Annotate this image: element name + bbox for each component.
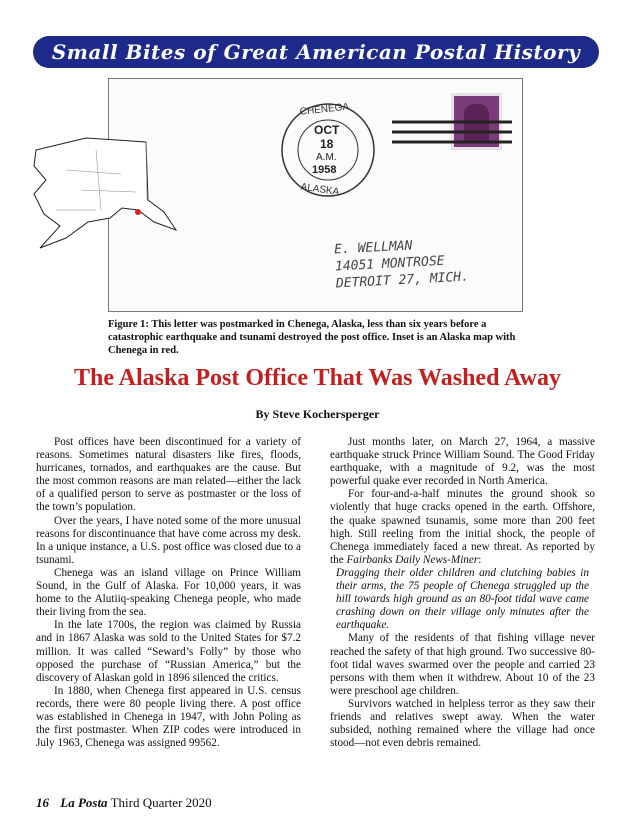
article-byline: By Steve Kochersperger xyxy=(255,407,380,421)
postmark-bottom: ALASKA xyxy=(299,181,340,198)
postmark-month: OCT xyxy=(314,123,340,137)
figure-caption: Figure 1: This letter was postmarked in Chenega, Alaska, less than six years before a catastrophic earthquake and tsunami destroyed the post office. Inset is an Alaska map with Chenega in red. xyxy=(108,319,516,356)
paragraph: Chenega was an island village on Prince William Sound, in the Gulf of Alaska. For 10,000 years, it was home to the Alutiiq-speaking Chenega people, who made their living from the sea. xyxy=(36,566,301,619)
block-quote: Dragging their older children and clutching babies in their arms, the 75 people of Chenega struggled up the hill towards high ground as an 80-foot tidal wave came crashing down on their village only minutes after the earthquake. xyxy=(336,566,589,632)
series-title: Small Bites of Great American Postal History xyxy=(51,40,581,64)
paragraph: In the late 1700s, the region was claimed by Russia and in 1867 Alaska was sold to the United States for $7.2 million. It was called “Seward’s Folly” by those who opposed the purchase of “Russian America,” but the discovery of Alaskan gold in 1896 silenced the critics. xyxy=(36,619,301,684)
paragraph: Survivors watched in helpless terror as they saw their friends and relatives swept away. When the water subsided, nothing remained where the village had once stood—not even debris remained. xyxy=(330,697,595,750)
postmark-top: CHENEGA xyxy=(299,101,350,118)
magazine-name: La Posta xyxy=(60,795,108,810)
postmark-day: 18 xyxy=(320,137,334,151)
paragraph: Just months later, on March 27, 1964, a massive earthquake struck Prince William Sound. The Good Friday earthquake, with a magnitude of 9.2, was the most powerful quake ever recorded in North America. xyxy=(330,436,595,488)
address-line: E. WELLMAN xyxy=(333,238,413,258)
series-banner xyxy=(33,36,599,68)
envelope-address xyxy=(334,235,470,293)
column-left xyxy=(36,436,301,750)
paragraph-text: For four-and-a-half minutes the ground shook so violently that huge cracks opened in the earth. Offshore, the quake spawned tsunamis, some more than 200 feet high. Still reeling from the initial shock, the people of Chenega immediately faced a new threat. As reported by the xyxy=(330,488,595,566)
postmark-year: 1958 xyxy=(312,164,337,176)
alaska-map-inset xyxy=(26,130,186,250)
chenega-postmark xyxy=(270,98,390,208)
paragraph: Post offices have been discontinued for a variety of reasons. Sometimes natural disasters like fires, floods, hurricanes, tornados, and earthquakes are the cause. But the most common reasons are man related—either the lack of a qualified person to serve as postmaster or the loss of the town’s population. xyxy=(36,436,301,514)
cancellation-bars xyxy=(392,118,512,148)
paragraph: Many of the residents of that fishing village never reached the safety of that high ground. Two successive 80-foot tidal waves swarmed over the people and carried 23 persons with them when it withdrew. About 10 of the 23 were preschool age children. xyxy=(330,632,595,697)
paragraph: For four-and-a-half minutes the ground shook so violently that huge cracks opened in the earth. Offshore, the quake spawned tsunamis, some more than 200 feet high. Still reeling from the initial shock, the people of Chenega immediately faced a new threat. As reported by the Fairbanks Daily News-Miner: xyxy=(330,488,595,566)
column-right xyxy=(330,436,595,750)
issue-label: Third Quarter 2020 xyxy=(110,795,212,810)
page-number: 16 xyxy=(36,795,49,810)
postmark-time: A.M. xyxy=(316,152,337,163)
address-line: 14051 MONTROSE xyxy=(334,253,445,275)
paragraph: Over the years, I have noted some of the more unusual reasons for discontinuance that have come across my desk. In a unique instance, a U.S. post office was closed due to a tsunami. xyxy=(36,514,301,566)
source-name: Fairbanks Daily News-Miner xyxy=(346,553,479,566)
paragraph: In 1880, when Chenega first appeared in U.S. census records, there were 80 people living there. A post office was established in Chenega in 1947, with John Poling as the first postmaster. When ZIP codes were introduced in July 1963, Chenega was assigned 99562. xyxy=(36,684,301,750)
page-footer xyxy=(36,795,212,811)
article-title: The Alaska Post Office That Was Washed Away xyxy=(74,365,561,391)
address-line: DETROIT 27, MICH. xyxy=(335,269,470,292)
chenega-location-dot xyxy=(135,209,141,215)
